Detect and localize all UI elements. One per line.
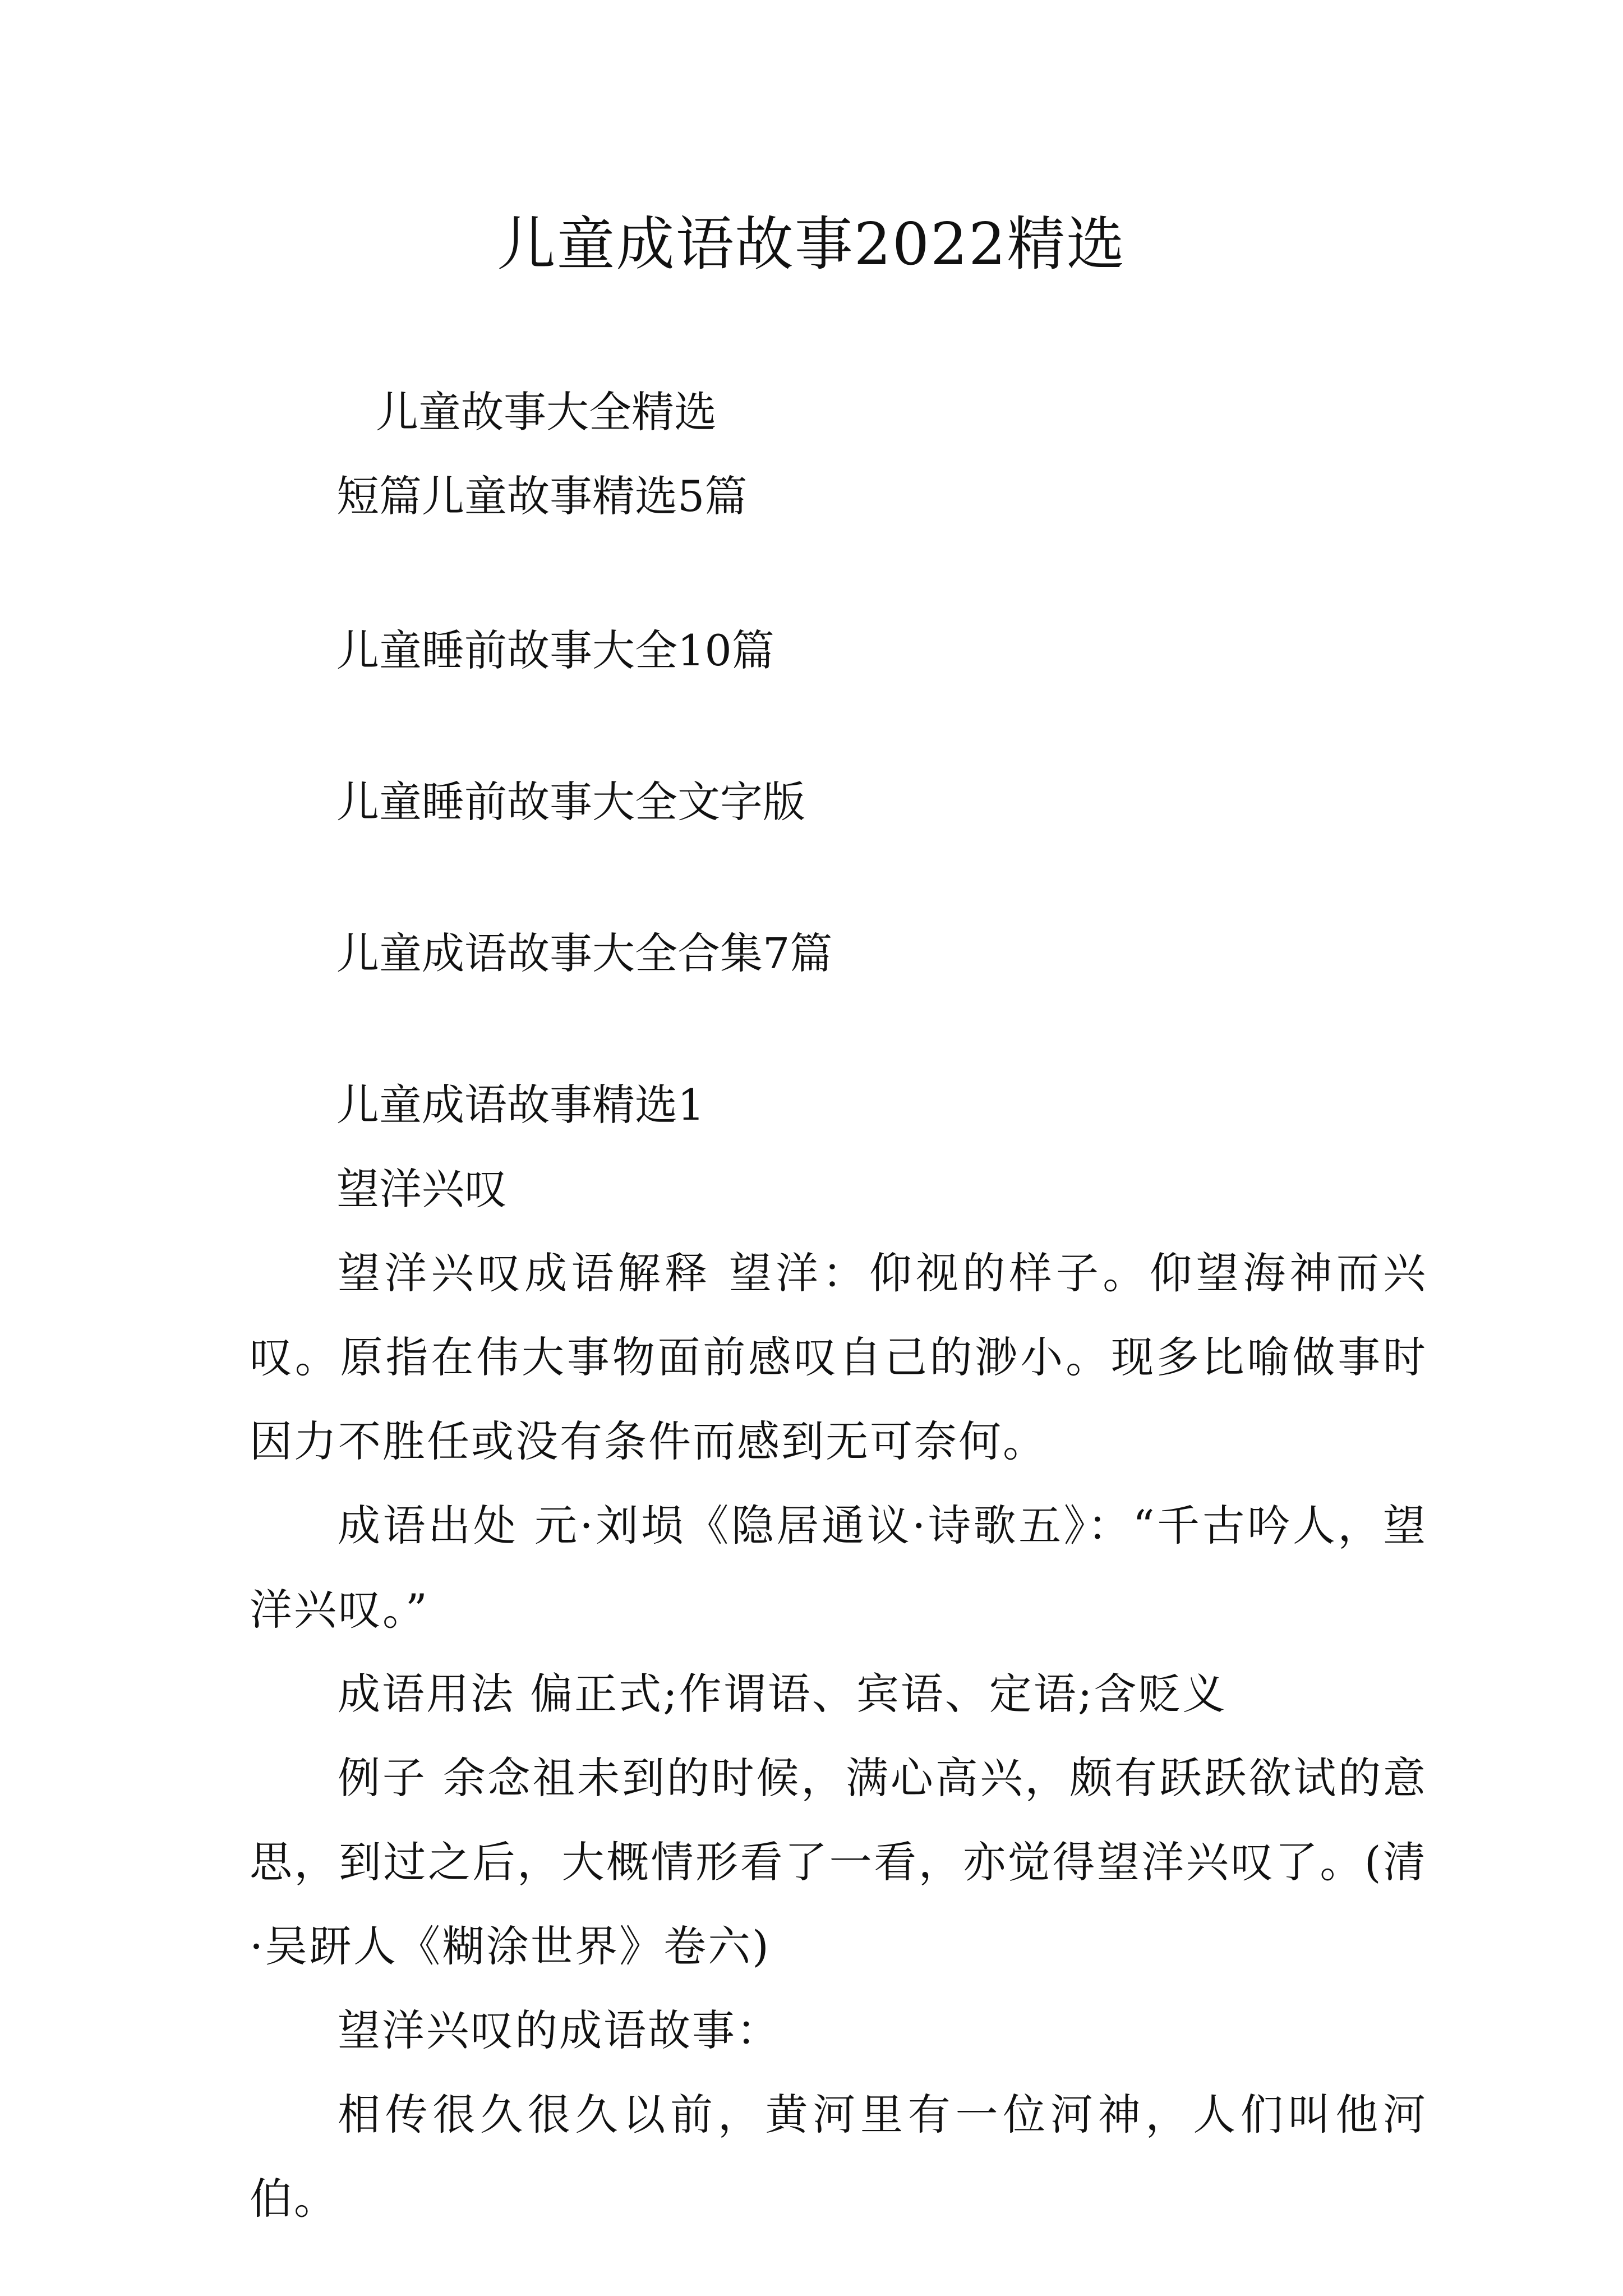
toc-item: 儿童成语故事大全合集7篇	[336, 928, 833, 978]
paragraph: 成语出处 元·刘埙《隐居通议·诗歌五》：“千古吟人，望洋兴叹。”	[250, 1501, 1427, 1635]
paragraph: 望洋兴叹的成语故事：	[338, 2005, 781, 2055]
toc-item: 短篇儿童故事精选5篇	[336, 471, 748, 521]
toc-item: 儿童成语故事精选1	[336, 1080, 705, 1130]
paragraph: 相传很久很久以前，黄河里有一位河神，人们叫他河伯。	[250, 2090, 1427, 2224]
paragraph: 例子 余念祖未到的时候，满心高兴，颇有跃跃欲试的意思，到过之后，大概情形看了一看，亦觉得望洋兴叹了。(清·吴趼人《糊涂世界》卷六)	[250, 1753, 1427, 1971]
section-heading: 望洋兴叹	[336, 1164, 507, 1214]
toc-item: 儿童故事大全精选	[376, 387, 717, 437]
document-title: 儿童成语故事2022精选	[497, 210, 1126, 278]
toc-item: 儿童睡前故事大全10篇	[336, 625, 774, 675]
paragraph: 望洋兴叹成语解释 望洋：仰视的样子。仰望海神而兴叹。原指在伟大事物面前感叹自己的渺小。现多比喻做事时因力不胜任或没有条件而感到无可奈何。	[250, 1248, 1427, 1466]
toc-item: 儿童睡前故事大全文字版	[336, 777, 805, 827]
paragraph: 成语用法 偏正式;作谓语、宾语、定语;含贬义	[338, 1669, 1227, 1719]
